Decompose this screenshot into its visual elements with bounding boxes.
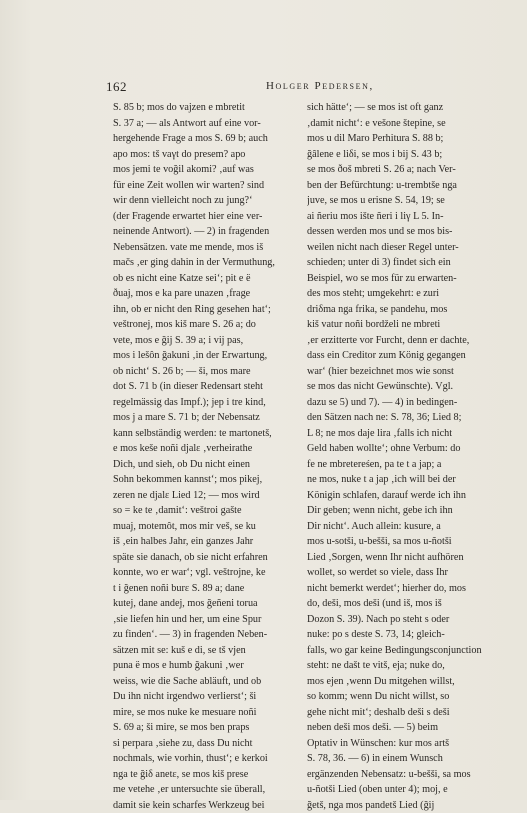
text-line: se mos das nicht Gewünschte). Vgl. <box>307 379 492 395</box>
text-line: mos u dil Maro Perhitura S. 88 b; <box>307 131 492 147</box>
text-line: veštronej, mos kiš mare S. 26 a; do <box>113 317 298 333</box>
page-header <box>106 79 486 97</box>
text-line: do, deši, mos deši (und iš, mos iš <box>307 596 492 612</box>
text-line: juve, se mos u erisne S. 54, 19; se <box>307 193 492 209</box>
text-line: mos ejen ‚wenn Du mitgehen willst, <box>307 674 492 690</box>
right-column <box>307 100 492 813</box>
text-line: ne mos, nuke t a jap ‚ich will bei der <box>307 472 492 488</box>
text-line: steht: ne dašt te vitš, eja; nuke do, <box>307 658 492 674</box>
text-line: hergehende Frage a mos S. 69 b; auch <box>113 131 298 147</box>
text-line: Lied ‚Sorgen, wenn Ihr nicht aufhören <box>307 550 492 566</box>
text-line: Dir nicht‘. Auch allein: kusure, a <box>307 519 492 535</box>
text-line: sich hätte‘; — se mos ist oft ganz <box>307 100 492 116</box>
text-line: vete, mos e ğij S. 39 a; i vij pas, <box>113 333 298 349</box>
text-line: für eine Zeit wollen wir warten? sind <box>113 178 298 194</box>
text-line: regelmässig das Impf.); jep i tre kind, <box>113 395 298 411</box>
text-line: kann selbständig werden: te martonetš, <box>113 426 298 442</box>
text-line: fe ne mbretereśen, pa te t a jap; a <box>307 457 492 473</box>
text-line: ob es nicht eine Katze sei‘; pit e ë <box>113 271 298 287</box>
text-line: mos u-sotši, u-bešši, sa mos u-ñotši <box>307 534 492 550</box>
text-line: mos i lešôn ğakuni ‚in der Erwartung, <box>113 348 298 364</box>
text-line: ğâlene e liδi, se mos i bij S. 43 b; <box>307 147 492 163</box>
text-line: dass ein Creditor zum König gegangen <box>307 348 492 364</box>
text-line: weilen nicht nach dieser Regel unter- <box>307 240 492 256</box>
text-line: ben der Befürchtung: u-trembtše nga <box>307 178 492 194</box>
text-line: Sohn bekommen kannst‘; mos pikej, <box>113 472 298 488</box>
text-line: Dir geben; wenn nicht, gebe ich ihn <box>307 503 492 519</box>
text-line: mos jemi te voğil akomi? ‚auf was <box>113 162 298 178</box>
text-line: S. 69 a; ši mire, se mos ben praps <box>113 720 298 736</box>
text-line: t i ğenen noñi burε S. 89 a; dane <box>113 581 298 597</box>
text-line: Nebensätzen. vate me mende, mos iš <box>113 240 298 256</box>
text-line: ergänzenden Nebensatz: u-bešši, sa mos <box>307 767 492 783</box>
text-line: des mos steht; umgekehrt: e zuri <box>307 286 492 302</box>
text-line: zeren ne djalε Lied 12; — mos wird <box>113 488 298 504</box>
text-line: dessen werden mos und se mos bis- <box>307 224 492 240</box>
text-line: driδma nga frika, se pandehu, mos <box>307 302 492 318</box>
text-line: S. 37 a; — als Antwort auf eine vor- <box>113 116 298 132</box>
text-line: gehe nicht mit‘; deshalb deši s deši <box>307 705 492 721</box>
text-line: Königin schlafen, darauf werde ich ihn <box>307 488 492 504</box>
text-line: e mos keše noñi djalε ‚verheirathe <box>113 441 298 457</box>
text-line: so = ke te ‚damit‘: veštroi gašte <box>113 503 298 519</box>
page-number: 162 <box>106 79 127 95</box>
text-line: ihn, ob er nicht den Ring gesehen hat‘; <box>113 302 298 318</box>
text-line: Optativ in Wünschen: kur mos artš <box>307 736 492 752</box>
text-line: u-ñotši Lied (oben unter 4); moj, e <box>307 782 492 798</box>
text-line: S. 85 b; mos do vajzen e mbretit <box>113 100 298 116</box>
text-line: damit sie kein scharfes Werkzeug bei <box>113 798 298 813</box>
text-line: mačs ‚er ging dahin in der Vermuthung, <box>113 255 298 271</box>
text-line: ‚damit nicht‘: e vešone štepine, se <box>307 116 492 132</box>
text-line: Beispiel, wo se mos für zu erwarten- <box>307 271 492 287</box>
text-line: zu finden‘. — 3) in fragenden Neben- <box>113 627 298 643</box>
text-line: sätzen mit se: kuš e di, se tš vjen <box>113 643 298 659</box>
text-line: me vetehe ‚er untersuchte sie überall, <box>113 782 298 798</box>
text-line: nicht bemerkt werdet‘; hierher do, mos <box>307 581 492 597</box>
text-line: ‚er erzitterte vor Furcht, denn er dachte, <box>307 333 492 349</box>
text-line: Dozon S. 39). Nach po steht s oder <box>307 612 492 628</box>
text-line: Du ihn nicht irgendwo verlierst‘; ši <box>113 689 298 705</box>
text-line: iš ‚ein halbes Jahr, ein ganzes Jahr <box>113 534 298 550</box>
text-line: wir denn vielleicht noch zu jung?‘ <box>113 193 298 209</box>
text-line: wollet, so werdet so viele, dass Ihr <box>307 565 492 581</box>
text-line: schieden; unter di 3) findet sich ein <box>307 255 492 271</box>
text-line: Geld haben wollte‘; ohne Verbum: do <box>307 441 492 457</box>
text-line: ai ñeriu mos ište ñeri i liγ L 5. In- <box>307 209 492 225</box>
text-line: konnte, wo er war‘; vgl. veštrojne, ke <box>113 565 298 581</box>
text-line: se mos ðoš mbreti S. 26 a; nach Ver- <box>307 162 492 178</box>
text-line: mos j a mare S. 71 b; der Nebensatz <box>113 410 298 426</box>
text-line: apo mos: tš vaγt do presem? apo <box>113 147 298 163</box>
text-line: neben deši mos deši. — 5) beim <box>307 720 492 736</box>
text-line: Dich, und sieh, ob Du nicht einen <box>113 457 298 473</box>
left-column <box>113 100 298 813</box>
text-line: war‘ (hier bezeichnet mos wie sonst <box>307 364 492 380</box>
text-line: so komm; wenn Du nicht willst, so <box>307 689 492 705</box>
text-line: den Sätzen nach ne: S. 78, 36; Lied 8; <box>307 410 492 426</box>
text-line: mire, se mos nuke ke mesuare noñi <box>113 705 298 721</box>
text-line: dot S. 71 b (in dieser Redensart steht <box>113 379 298 395</box>
text-line: si perpara ‚siehe zu, dass Du nicht <box>113 736 298 752</box>
text-line: falls, wo gar keine Bedingungsconjunction <box>307 643 492 659</box>
text-line: ‚sie liefen hin und her, um eine Spur <box>113 612 298 628</box>
text-line: neinende Antwort). — 2) in fragenden <box>113 224 298 240</box>
text-line: nga te ğiδ anetε, se mos kiš prese <box>113 767 298 783</box>
text-line: nuke: po s deste S. 73, 14; gleich- <box>307 627 492 643</box>
text-line: dazu se 5) und 7). — 4) in bedingen- <box>307 395 492 411</box>
text-line: puna ë mos e humb ğakuni ‚wer <box>113 658 298 674</box>
text-line: ob nicht‘ S. 26 b; — ši, mos mare <box>113 364 298 380</box>
running-head: Holger Pedersen, <box>266 80 374 92</box>
text-line: ğetš, nga mos pandetš Lied (ğij <box>307 798 492 813</box>
text-line: S. 78, 36. — 6) in einem Wunsch <box>307 751 492 767</box>
text-line: L 8; ne mos daje lira ‚falls ich nicht <box>307 426 492 442</box>
text-line: späte sie danach, ob sie nicht erfahren <box>113 550 298 566</box>
text-line: kutej, dane andej, mos ğeñeni torua <box>113 596 298 612</box>
text-line: (der Fragende erwartet hier eine ver- <box>113 209 298 225</box>
text-line: nochmals, wie vorhin, thust‘; e kerkoi <box>113 751 298 767</box>
text-line: ðuaj, mos e ka pare unazen ‚frage <box>113 286 298 302</box>
text-line: kiš vatur noñi bordželi ne mbreti <box>307 317 492 333</box>
text-line: muaj, motemôt, mos mir veš, se ku <box>113 519 298 535</box>
text-line: weiss, wie die Sache abläuft, und ob <box>113 674 298 690</box>
